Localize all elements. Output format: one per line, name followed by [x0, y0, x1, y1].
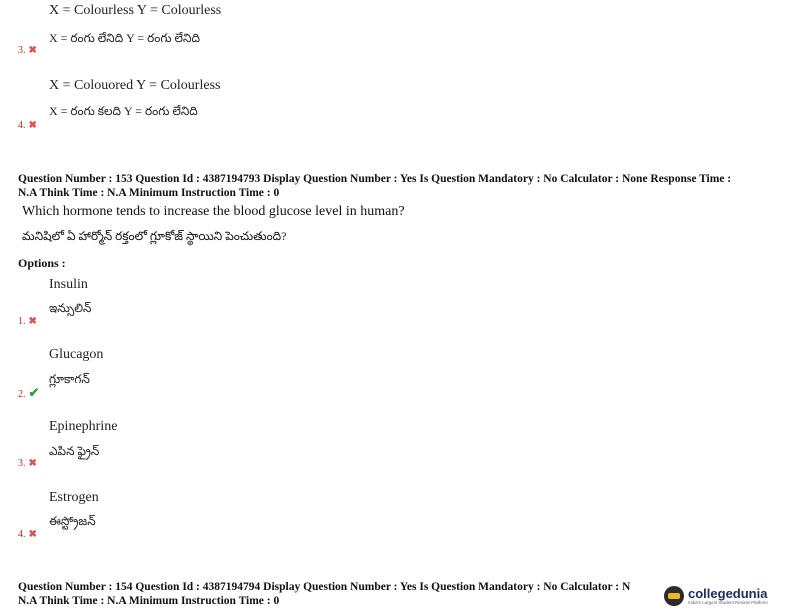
prev-option-3-number	[18, 45, 37, 56]
option-number: 2.	[18, 389, 26, 400]
option-1-number	[18, 316, 37, 327]
logo-tagline: India's Largest Student Review Platform	[688, 599, 768, 605]
cross-icon: ✖	[28, 120, 37, 131]
option-3-te: ఎపిన ఫ్రైన్	[49, 444, 100, 458]
prev-option-3-te: X = రంగు లేనిది Y = రంగు లేనిది	[49, 31, 200, 45]
prev-option-4-number	[18, 120, 37, 131]
question-153-text-en: Which hormone tends to increase the blood glucose level in human?	[22, 204, 405, 219]
cross-icon: ✖	[28, 529, 37, 540]
question-153-text-te: మనిషిలో ఏ హార్మోన్ రక్తంలో గ్లూకోజ్ స్థాయిని పెంచుతుంది?	[22, 229, 287, 243]
question-153-meta	[18, 172, 731, 200]
prev-option-3-en: X = Colourless Y = Colourless	[49, 3, 222, 18]
question-meta-line-1: Question Number : 154 Question Id : 4387194794 Display Question Number : Yes Is Question Mandatory : No Calculator : N	[18, 581, 631, 593]
question-154-meta	[18, 580, 630, 608]
question-meta-line-2: N.A Think Time : N.A Minimum Instruction Time : 0	[18, 187, 280, 199]
option-1-te: ఇన్సులిన్	[49, 301, 92, 315]
graduation-cap-icon	[664, 586, 684, 606]
option-3-number	[18, 458, 37, 469]
options-label: Options :	[18, 256, 66, 270]
option-2-number	[18, 385, 39, 401]
prev-option-4-te: X = రంగు కలది Y = రంగు లేనిది	[49, 104, 198, 118]
option-number: 3.	[18, 458, 26, 469]
option-2-en: Glucagon	[49, 347, 104, 362]
option-number: 1.	[18, 316, 26, 327]
option-number: 3.	[18, 45, 26, 56]
option-number: 4.	[18, 120, 26, 131]
option-4-en: Estrogen	[49, 490, 99, 505]
option-3-en: Epinephrine	[49, 419, 118, 434]
cross-icon: ✖	[28, 458, 37, 469]
option-1-en: Insulin	[49, 277, 88, 292]
question-meta-line-1: Question Number : 153 Question Id : 4387194793 Display Question Number : Yes Is Question Mandatory : No Calculator : None Response Time :	[18, 173, 732, 185]
logo-brand: collegedunia	[688, 585, 768, 601]
question-meta-line-2: N.A Think Time : N.A Minimum Instruction Time : 0	[18, 595, 280, 607]
check-icon: ✔	[28, 385, 40, 400]
option-number: 4.	[18, 529, 26, 540]
collegedunia-logo	[660, 584, 772, 608]
option-4-te: ఈస్ట్రోజన్	[49, 514, 96, 528]
option-2-te: గ్లూకాగన్	[49, 372, 90, 386]
option-4-number	[18, 529, 37, 540]
cross-icon: ✖	[28, 316, 37, 327]
prev-option-4-en: X = Colouored Y = Colourless	[49, 78, 221, 93]
cross-icon: ✖	[28, 45, 37, 56]
